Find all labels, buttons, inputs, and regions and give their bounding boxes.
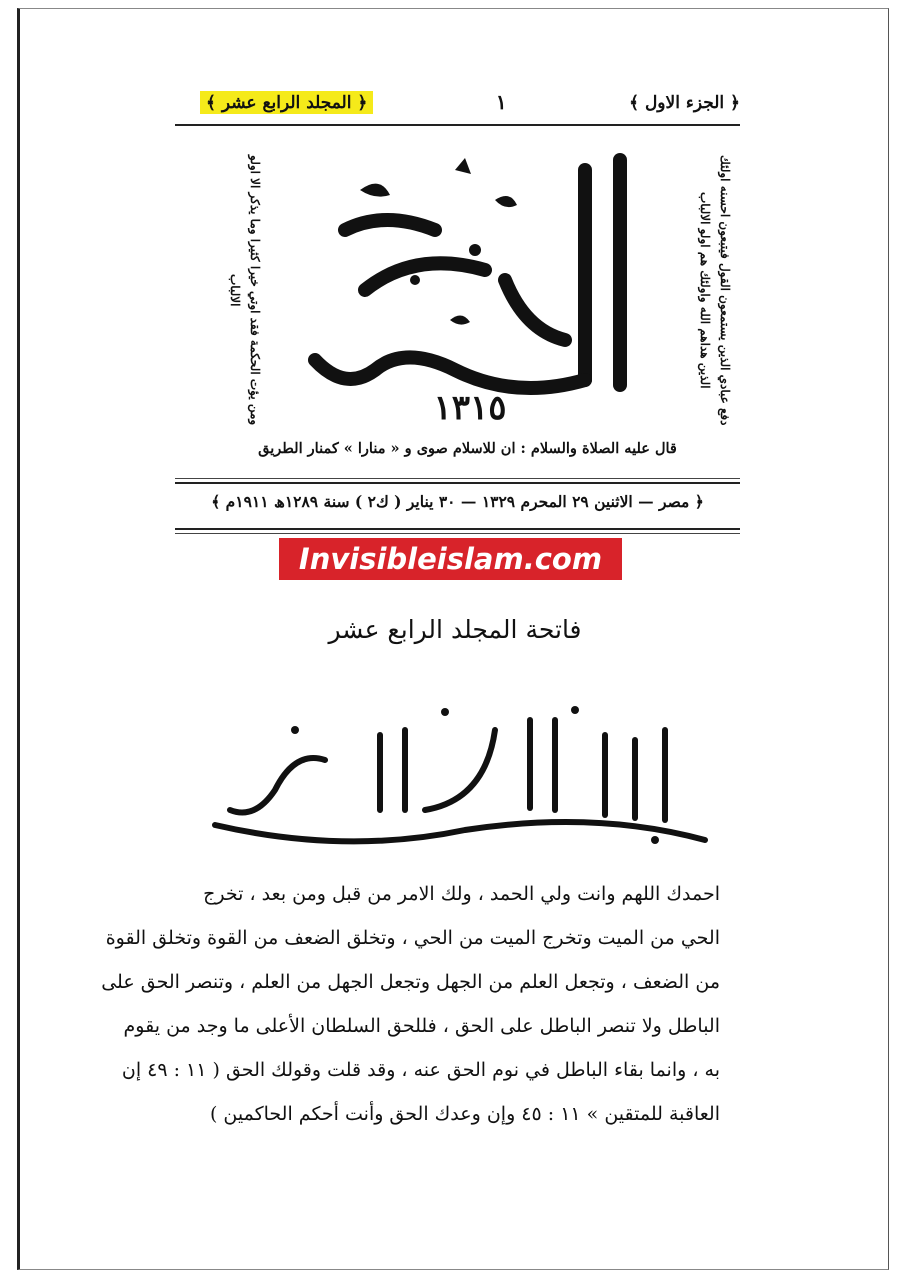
- masthead-calligraphy: [265, 130, 675, 400]
- side-verse-right: دفع عبادي الذين يستمعون القول فيتبعون احسنه اولئك الذين هداهم الله واولئك هم اولو الالباب: [698, 154, 732, 426]
- masthead-year: ١٣١٥: [433, 388, 507, 428]
- date-rule-1: [175, 528, 740, 530]
- watermark-banner: [279, 538, 622, 580]
- side-verse-left: ومن يؤت الحكمة فقد اوتي خيرا كثيرا وما يذكر الا اولو الالباب: [228, 154, 262, 426]
- hadith-line: قال عليه الصلاة والسلام : ان للاسلام صوى و « منارا » كمنار الطريق: [258, 440, 677, 457]
- part-label: ﴿ الجزء الاول ﴾: [629, 92, 740, 113]
- header-row: [200, 86, 740, 118]
- body-line: به ، وانما بقاء الباطل في نوم الحق عنه ، وقد قلت وقولك الحق ( ١١ : ٤٩ إن: [121, 1059, 720, 1081]
- body-line: العاقبة للمتقين » ١١ : ٤٥ وإن وعدك الحق وأنت أحكم الحاكمين ): [209, 1103, 720, 1125]
- masthead-svg: [265, 130, 675, 400]
- masthead-title: المنار: [468, 330, 472, 331]
- body-line: الباطل ولا تنصر الباطل على الحق ، فللحق السلطان الأعلى ما وجد من يقوم: [123, 1015, 720, 1037]
- watermark-text: Invisibleislam.com: [298, 542, 603, 576]
- date-rule-2: [175, 533, 740, 534]
- body-line: من الضعف ، وتجعل العلم من الجهل وتجعل الجهل من العلم ، وتنصر الحق على: [101, 971, 720, 993]
- article-title: فاتحة المجلد الرابع عشر: [328, 615, 582, 644]
- issue-date-line: ﴿ مصر — الاثنين ٢٩ المحرم ١٣٢٩ — ٣٠ يناير ( ك٢ ) سنة ١٢٨٩ھ ١٩١١م ﴾: [211, 492, 704, 511]
- header-rule: [175, 124, 740, 126]
- mid-rule-1: [175, 478, 740, 479]
- mid-rule-2: [175, 482, 740, 484]
- page-number: ١: [495, 90, 507, 114]
- basmala-calligraphy: [195, 690, 725, 860]
- body-line: الحي من الميت وتخرج الميت من الحي ، وتخلق الضعف من القوة وتخلق القوة: [105, 927, 720, 949]
- volume-label: ﴿ المجلد الرابع عشر ﴾: [200, 91, 373, 114]
- article-body: [101, 872, 720, 1136]
- basmala-svg: [195, 690, 725, 860]
- body-line: احمدك اللهم وانت ولي الحمد ، ولك الامر من قبل ومن بعد ، تخرج: [203, 883, 720, 905]
